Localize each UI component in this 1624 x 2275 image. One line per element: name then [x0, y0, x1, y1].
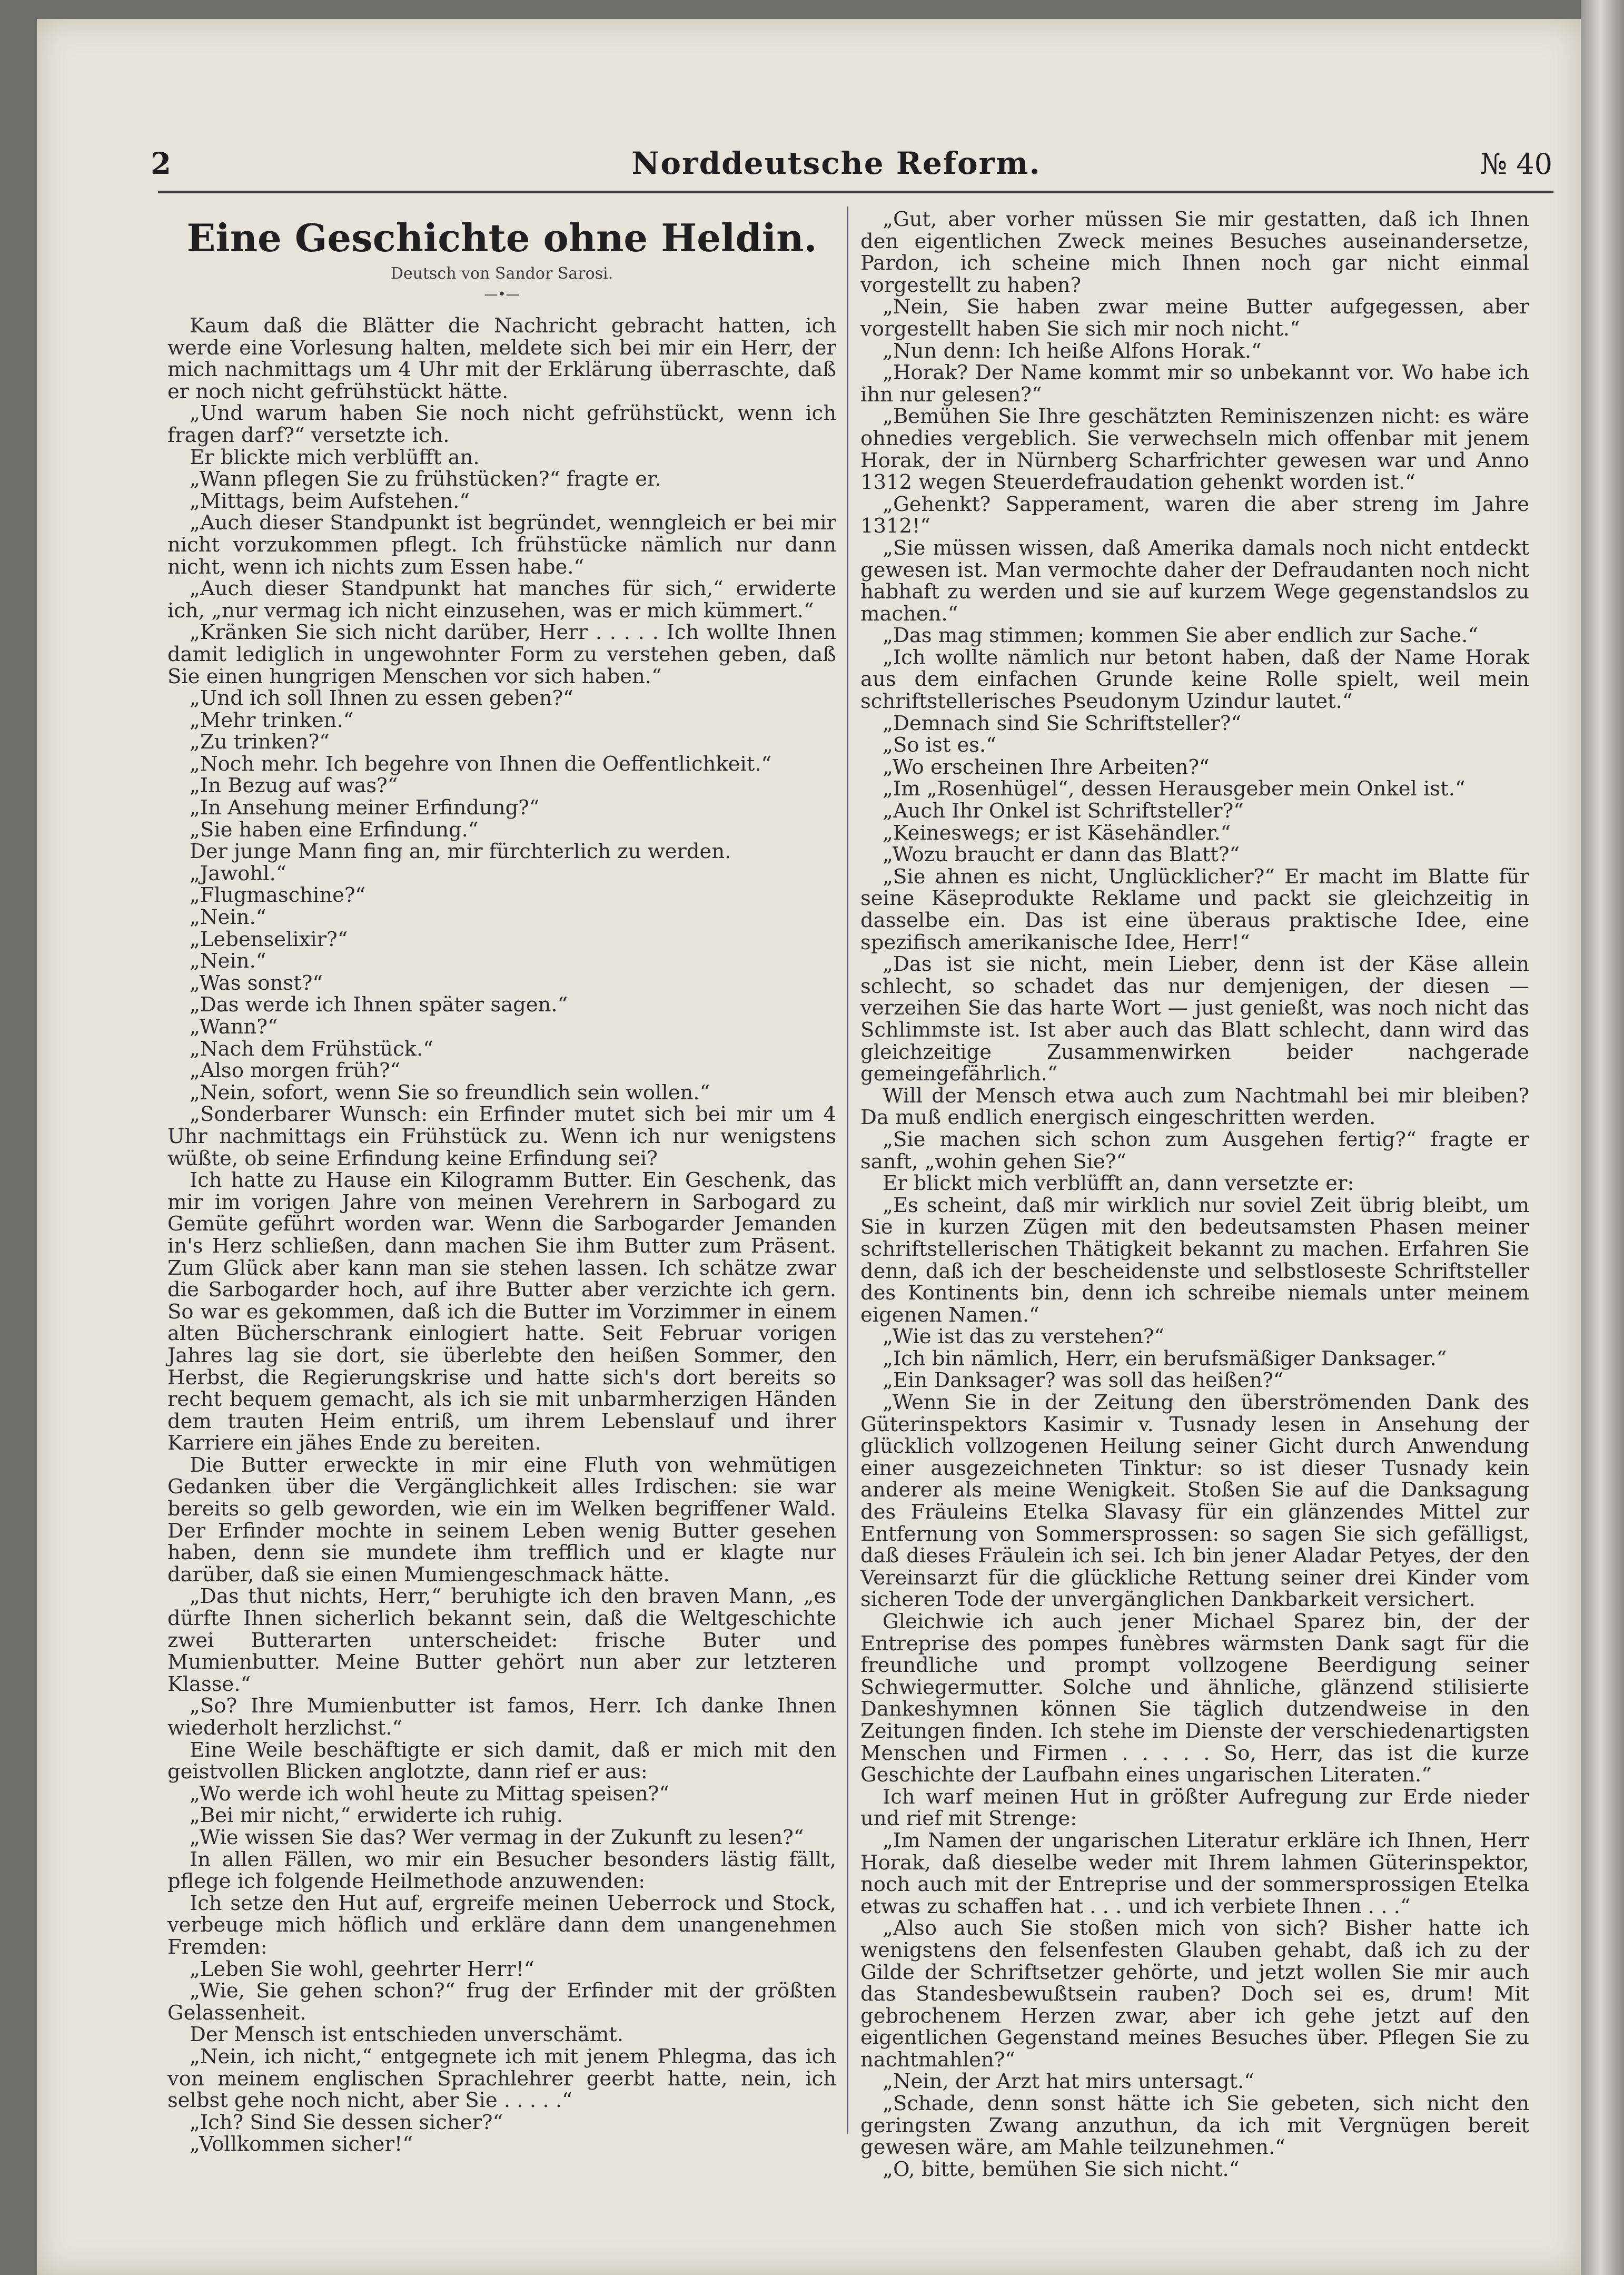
- paragraph: „Im Namen der ungarischen Literatur erkläre ich Ihnen, Herr Horak, daß dieselbe weder mit Ihrem lahmen Güterinspektor, noch auch mit der Entreprise und der sommersprossigen Etelka etwas zu schaffen hat . . . und ich verbiete Ihnen . . .“: [860, 1828, 1529, 1918]
- paragraph: „Wann pflegen Sie zu frühstücken?“ fragte er.: [190, 467, 661, 491]
- paragraph: Ich hatte zu Hause ein Kilogramm Butter. Ein Geschenk, das mir im vorigen Jahre von meinen Verehrern in Sarbogard zu Gemüte geführt worden war. Wenn die Sarbogarder Jemanden in's Herz schließen, dann machen Sie ihm Butter zum Präsent. Zum Glück aber kann man sie stehen lassen. Ich schätze zwar die Sarbogarder hoch, auf ihre Butter aber verzichte ich gern. So war es gekommen, daß ich die Butter im Vorzimmer in einem alten Bücherschrank einlogiert hatte. Seit Februar vorigen Jahres lag sie dort, sie überlebte den heißen Sommer, den Herbst, die Regierungskrise und hatte sich's dort bereits so recht bequem gemacht, als ich sie mit unbarmherzigen Händen dem trauten Heim entriß, um ihrem Lebenslauf und ihrer Karriere ein jähes Ende zu bereiten.: [167, 1168, 836, 1455]
- paragraph: Die Butter erweckte in mir eine Fluth von wehmütigen Gedanken über die Vergänglichkeit alles Irdischen: sie war bereits so gelb geworden, wie ein im Welken begriffener Wald. Der Erfinder mochte in seinem Leben wenig Butter gesehen haben, denn sie mundete ihm trefflich und er klagte nur darüber, daß sie einen Mumiengeschmack hätte.: [167, 1453, 836, 1587]
- paragraph: „Mittags, beim Aufstehen.“: [190, 489, 470, 513]
- paragraph: „Zu trinken?“: [190, 730, 330, 754]
- paragraph: „Vollkommen sicher!“: [190, 2132, 413, 2156]
- paragraph: „Sie ahnen es nicht, Unglücklicher?“ Er macht im Blatte für seine Käseprodukte Reklame und packt sie gleichzeitig in dasselbe ein. Das ist eine überaus praktische Idee, eine spezifisch amerikanische Idee, Herr!“: [860, 864, 1529, 954]
- paragraph: „Bei mir nicht,“ erwiderte ich ruhig.: [190, 1804, 563, 1828]
- running-head: [120, 142, 1552, 190]
- paragraph: Gleichwie ich auch jener Michael Sparez bin, der der Entreprise des pompes funèbres wärmsten Dank sagt für die freundliche und prompt vollzogene Beerdigung seiner Schwiegermutter. Solche und ähnliche, glänzend stilisierte Dankeshymnen können Sie täglich dutzendweise in den Zeitungen finden. Ich stehe im Dienste der verschiedenartigsten Menschen und Firmen . . . . . So, Herr, das ist die kurze Geschichte der Laufbahn eines ungarischen Literaten.“: [860, 1610, 1529, 1787]
- paragraph: „Auch Ihr Onkel ist Schriftsteller?“: [883, 799, 1244, 823]
- paragraph: „Ich wollte nämlich nur betont haben, daß der Name Horak aus dem einfachen Grunde keine Rolle spielt, weil mein schriftstellerisches Pseudonym Uzindur lautet.“: [860, 645, 1529, 714]
- paragraph: Will der Mensch etwa auch zum Nachtmahl bei mir bleiben? Da muß endlich energisch eingeschritten werden.: [860, 1084, 1529, 1130]
- right-column: [860, 209, 1529, 2180]
- paragraph: „Nein, Sie haben zwar meine Butter aufgegessen, aber vorgestellt haben Sie sich mir noch nicht.“: [860, 295, 1529, 341]
- paragraph: „Nein.“: [190, 905, 266, 930]
- paragraph: „In Ansehung meiner Erfindung?“: [190, 796, 540, 820]
- paragraph: „Horak? Der Name kommt mir so unbekannt vor. Wo habe ich ihn nur gelesen?“: [860, 361, 1529, 407]
- paragraph: „In Bezug auf was?“: [190, 774, 398, 798]
- paragraph: „Leben Sie wohl, geehrter Herr!“: [190, 1957, 534, 1981]
- page-edge: [1581, 0, 1624, 2275]
- paragraph: „Was sonst?“: [190, 971, 323, 995]
- paragraph: Der junge Mann fing an, mir fürchterlich zu werden.: [190, 840, 731, 864]
- paragraph: In allen Fällen, wo mir ein Besucher besonders lästig fällt, pflege ich folgende Heilmethode anzuwenden:: [167, 1847, 836, 1894]
- paragraph: „Also auch Sie stoßen mich von sich? Bisher hatte ich wenigstens den felsenfesten Glauben gehabt, daß ich zu der Gilde der Schriftsetzer gehörte, und jetzt wollen Sie mir auch das Standesbewußtsein rauben? Doch sei es, drum! Mit gebrochenem Herzen zwar, aber ich gehe jetzt auf den eigentlichen Gegenstand meines Besuches über. Pflegen Sie zu nachtmahlen?“: [860, 1916, 1529, 2072]
- paragraph: „Schade, denn sonst hätte ich Sie gebeten, sich nicht den geringsten Zwang anzuthun, da ich mit Vergnügen bereit gewesen wäre, am Mahle teilzunehmen.“: [860, 2092, 1529, 2160]
- paragraph: „Das mag stimmen; kommen Sie aber endlich zur Sache.“: [883, 624, 1479, 648]
- paragraph: „Auch dieser Standpunkt ist begründet, wenngleich er bei mir nicht vorzukommen pflegt. Ich frühstücke nämlich nur dann nicht, wenn ich nichts zum Essen habe.“: [167, 511, 836, 579]
- paragraph: „Wann?“: [190, 1015, 278, 1039]
- paragraph: „Sie haben eine Erfindung.“: [190, 818, 479, 842]
- paragraph: „Lebenselixir?“: [190, 927, 348, 951]
- paragraph: „Nach dem Frühstück.“: [190, 1037, 433, 1061]
- paragraph: „O, bitte, bemühen Sie sich nicht.“: [883, 2157, 1240, 2181]
- issue-number: № 40: [1480, 147, 1552, 181]
- paragraph: „Nein, ich nicht,“ entgegnete ich mit jenem Phlegma, das ich von meinem englischen Sprachlehrer geerbt hatte, nein, ich selbst gehe noch nicht, aber Sie . . . . .“: [167, 2044, 836, 2113]
- paragraph: „Wie wissen Sie das? Wer vermag in der Zukunft zu lesen?“: [190, 1825, 804, 1849]
- header-rule: [158, 191, 1553, 193]
- paragraph: „Und ich soll Ihnen zu essen geben?“: [190, 686, 573, 711]
- paragraph: „Gehenkt? Sapperament, waren die aber streng im Jahre 1312!“: [860, 492, 1529, 538]
- paragraph: „Wo werde ich wohl heute zu Mittag speisen?“: [190, 1781, 670, 1806]
- paragraph: „Jawohl.“: [190, 861, 286, 885]
- paragraph: „Kränken Sie sich nicht darüber, Herr . . . . . Ich wollte Ihnen damit lediglich in ungewohnter Form zu verstehen geben, daß Sie einen hungrigen Menschen vor sich haben.“: [167, 621, 836, 688]
- paragraph: „Keineswegs; er ist Käsehändler.“: [883, 821, 1231, 845]
- paragraph: „Mehr trinken.“: [190, 708, 354, 732]
- left-column-text: [167, 315, 836, 2155]
- paragraph: „Und warum haben Sie noch nicht gefrühstückt, wenn ich fragen darf?“ versetzte ich.: [167, 401, 836, 447]
- paragraph: „Nein, sofort, wenn Sie so freundlich sein wollen.“: [190, 1080, 710, 1105]
- paragraph: „Demnach sind Sie Schriftsteller?“: [883, 711, 1242, 735]
- paragraph: „Wo erscheinen Ihre Arbeiten?“: [883, 755, 1210, 779]
- paragraph: „Das ist sie nicht, mein Lieber, denn ist der Käse allein schlecht, so schadet das nur demjenigen, der diesen — verzeihen Sie das harte Wort — just genießt, was noch nicht das Schlimmste ist. Ist aber auch das Blatt schlecht, dann wird das gleichzeitige Zusammenwirken beider nachgerade gemeingefährlich.“: [860, 952, 1529, 1086]
- paragraph: „So ist es.“: [883, 733, 996, 757]
- journal-title: Norddeutsche Reform.: [631, 145, 1041, 181]
- paragraph: „Sie müssen wissen, daß Amerika damals noch nicht entdeckt gewesen ist. Man vermochte daher der Defraudanten noch nicht habhaft zu werden und sie auf kurzem Wege gegenstandslos zu machen.“: [860, 536, 1529, 626]
- paragraph: „Nun denn: Ich heiße Alfons Horak.“: [883, 339, 1262, 363]
- paragraph: „Ich? Sind Sie dessen sicher?“: [190, 2110, 503, 2134]
- paragraph: „Sie machen sich schon zum Ausgehen fertig?“ fragte er sanft, „wohin gehen Sie?“: [860, 1127, 1529, 1174]
- paragraph: „Wie ist das zu verstehen?“: [883, 1325, 1165, 1349]
- paragraph: Eine Weile beschäftigte er sich damit, daß er mich mit den geistvollen Blicken anglotzte, dann rief er aus:: [167, 1738, 836, 1784]
- paragraph: „Auch dieser Standpunkt hat manches für sich,“ erwiderte ich, „nur vermag ich nicht einzusehen, was er mich kümmert.“: [167, 577, 836, 623]
- paragraph: „Sonderbarer Wunsch: ein Erfinder mutet sich bei mir um 4 Uhr nachmittags ein Frühstück zu. Wenn ich nur wenigstens wüßte, ob seine Erfindung keine Erfindung sei?: [167, 1102, 836, 1170]
- paragraph: „Das werde ich Ihnen später sagen.“: [190, 993, 568, 1017]
- paragraph: Ich warf meinen Hut in größter Aufregung zur Erde nieder und rief mit Strenge:: [860, 1785, 1529, 1831]
- paragraph: „Wie, Sie gehen schon?“ frug der Erfinder mit der größten Gelassenheit.: [167, 1979, 836, 2025]
- paragraph: „Es scheint, daß mir wirklich nur soviel Zeit übrig bleibt, um Sie in kurzen Zügen mit den bedeutsamsten Phasen meiner schriftstellerischen Thätigkeit bekannt zu machen. Erfahren Sie denn, daß ich der bescheidenste und selbstloseste Schriftsteller des Kontinents bin, denn ich schreibe niemals unter meinem eigenen Namen.“: [860, 1193, 1529, 1327]
- paragraph: „So? Ihre Mumienbutter ist famos, Herr. Ich danke Ihnen wiederholt herzlichst.“: [167, 1694, 836, 1740]
- paragraph: „Bemühen Sie Ihre geschätzten Reminiszenzen nicht: es wäre ohnedies vergeblich. Sie verwechseln mich offenbar mit jenem Horak, der in Nürnberg Scharfrichter gewesen war und Anno 1312 wegen Steuerdefraudation gehenkt worden ist.“: [860, 405, 1529, 495]
- paragraph: Ich setze den Hut auf, ergreife meinen Ueberrock und Stock, verbeuge mich höflich und erkläre dann dem unangenehmen Fremden:: [167, 1891, 836, 1959]
- article-byline: Deutsch von Sandor Sarosi.: [390, 264, 613, 283]
- paragraph: Er blickte mich verblüfft an.: [190, 445, 480, 469]
- paragraph: „Wozu braucht er dann das Blatt?“: [883, 843, 1240, 867]
- paragraph: „Ein Danksager? was soll das heißen?“: [883, 1368, 1284, 1393]
- paragraph: „Wenn Sie in der Zeitung den überströmenden Dank des Güterinspektors Kasimir v. Tusnady lesen in Ansehung der glücklich vollzogenen Heilung seiner Gicht durch Anwendung einer ausgezeichneten Tinktur: so ist dieser Tusnady kein anderer als meine Wenigkeit. Stoßen Sie auf die Danksagung des Fräuleins Etelka Slavasy für ein glänzendes Mittel zur Entfernung von Sommersprossen: so sagen Sie sich gefälligst, daß dieses Fräulein ich sei. Ich bin jener Aladar Petyes, der den Vereinsarzt für die glückliche Rettung seiner drei Kinder vom sicheren Tode der unvergänglichen Dankbarkeit versichert.: [860, 1391, 1529, 1612]
- paragraph: „Das thut nichts, Herr,“ beruhigte ich den braven Mann, „es dürfte Ihnen sicherlich bekannt sein, daß die Weltgeschichte zwei Butterarten unterscheidet: frische Buter und Mumienbutter. Meine Butter gehört nun aber zur letzteren Klasse.“: [167, 1584, 836, 1696]
- article-title: Eine Geschichte ohne Heldin.: [186, 215, 817, 260]
- paragraph: „Gut, aber vorher müssen Sie mir gestatten, daß ich Ihnen den eigentlichen Zweck meines Besuches auseinandersetze, Pardon, ich scheine mich Ihnen noch gar nicht einmal vorgestellt zu haben?: [860, 208, 1529, 297]
- paragraph: „Nein.“: [190, 949, 266, 973]
- right-column-text: [860, 209, 1529, 2180]
- paragraph: „Noch mehr. Ich begehre von Ihnen die Oeffentlichkeit.“: [190, 752, 772, 776]
- column-divider: [847, 206, 848, 2134]
- paragraph: Er blickt mich verblüfft an, dann versetzte er:: [883, 1171, 1354, 1196]
- left-column: [167, 209, 836, 2155]
- paragraph: Der Mensch ist entschieden unverschämt.: [190, 2023, 623, 2047]
- paragraph: „Nein, der Arzt hat mirs untersagt.“: [883, 2070, 1254, 2094]
- paragraph: „Also morgen früh?“: [190, 1059, 401, 1083]
- paragraph: „Flugmaschine?“: [190, 883, 366, 908]
- paragraph: „Im „Rosenhügel“, dessen Herausgeber mein Onkel ist.“: [883, 777, 1465, 801]
- paragraph: Kaum daß die Blätter die Nachricht gebracht hatten, ich werde eine Vorlesung halten, meldete sich bei mir ein Herr, der mich nachmittags um 4 Uhr mit der Erklärung überraschte, daß er noch nicht gefrühstückt hätte.: [167, 314, 836, 403]
- ornament: —•—: [484, 287, 520, 302]
- paragraph: „Ich bin nämlich, Herr, ein berufsmäßiger Danksager.“: [883, 1346, 1447, 1371]
- page-number: 2: [151, 146, 171, 181]
